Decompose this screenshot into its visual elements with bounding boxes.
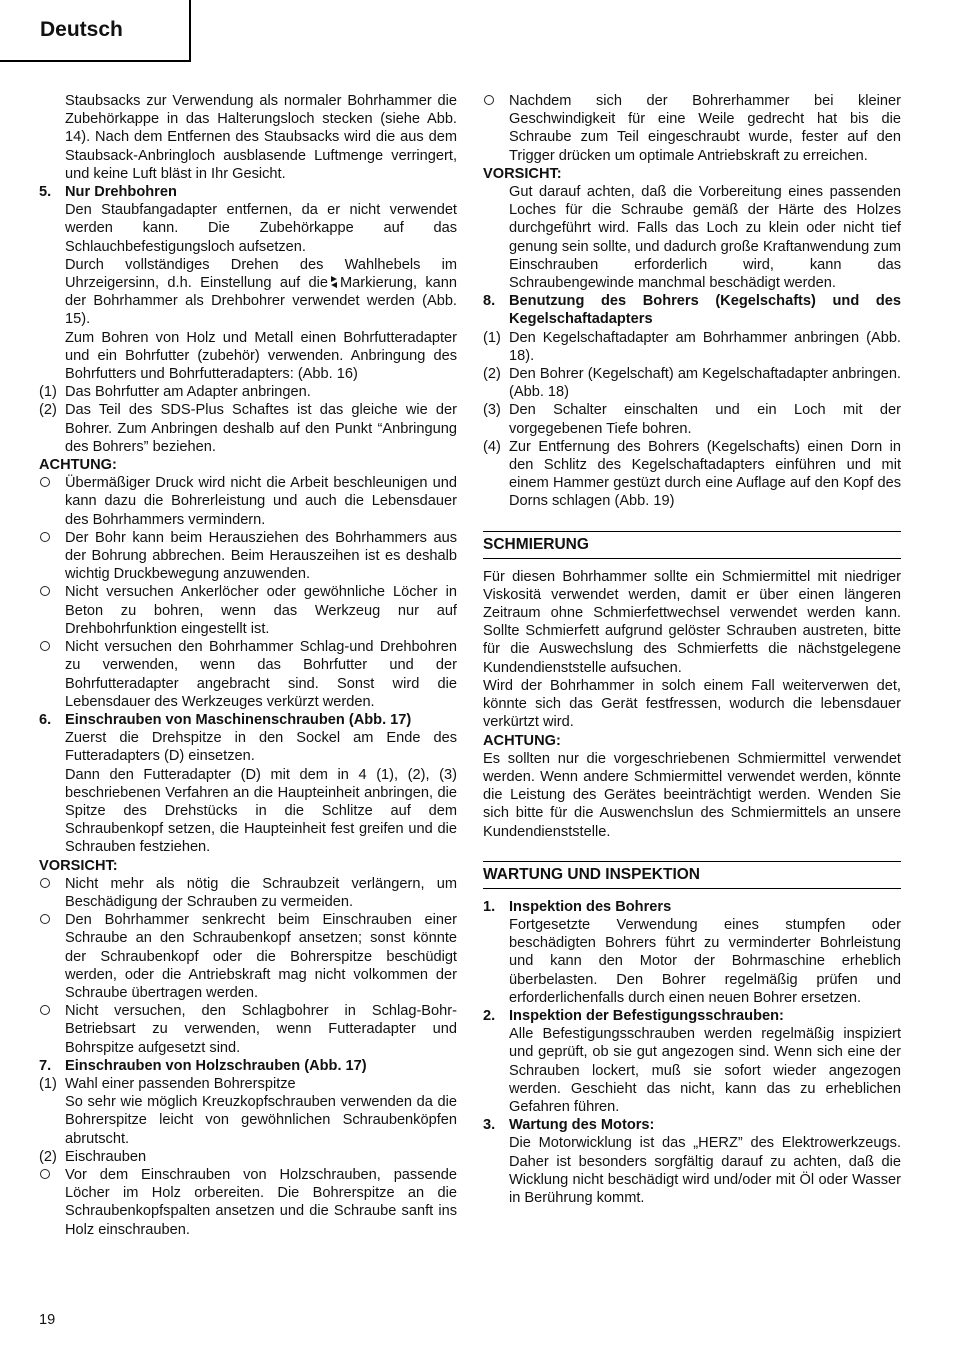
schmierung-section-header <box>483 531 901 559</box>
section-6-paragraph: Dann den Futteradapter (D) mit dem in 4 (1), (2), (3) beschriebenen Verfahren an die Haupteinheit anbringen, die Spitze des Drehstücks in die Schlitze auf dem Schraubenkopf setzen, die Haupteinheit fest greifen und die Schrauben festziehen. <box>65 766 457 856</box>
bullet-item: Den Bohrhammer senkrecht beim Einschrauben einer Schraube an den Schraubenkopf ansetzen; sonst könnte der Schraubenkopf oder die Bohrerspitze beschüdigt werden, oder die Antriebskraft mag nicht volkommen der Schraube übertragen werden. <box>39 911 457 1002</box>
list-item: (1) Den Kegelschaftadapter am Bohrhammer anbringen (Abb. 18). <box>483 329 901 364</box>
wartung-heading: 1. Inspektion des Bohrers <box>483 898 672 915</box>
list-item: (3) Den Schalter einschalten und ein Loch mit der vorgegebenen Tiefe bohren. <box>483 402 901 437</box>
list-item: (1) Das Bohrfutter am Adapter anbringen. <box>39 384 311 401</box>
section-7-heading: 7. Einschrauben von Holzschrauben (Abb. 17) <box>39 1057 367 1074</box>
circle-bullet-icon <box>40 878 50 888</box>
circle-bullet-icon <box>40 914 50 924</box>
schmierung-paragraph: Wird der Bohrhammer in solch einem Fall weiterverwen det, könnte sich das Gerät festfressen, wodurch die lebensdauer verkürtzt wird. <box>483 677 901 731</box>
bullet-item: Nicht versuchen, den Schlagbohrer in Schlag-Bohr-Betriebsart zu verwenden, wenn Futteradapter und Bohrspitze aufgesetzt sind. <box>39 1002 457 1057</box>
circle-bullet-icon <box>40 477 50 487</box>
achtung-label: ACHTUNG: <box>39 457 117 474</box>
list-item: (2) Eischrauben <box>39 1148 147 1165</box>
section-5-paragraph: Den Staubfangadapter entfernen, da er nicht verwendet werden kann. Die Zubehörkappe auf das Schlauchbefestigungsloch aufsetzen. <box>65 202 457 255</box>
wartung-heading: 2. Inspektion der Befestigungsschrauben: <box>483 1007 784 1024</box>
wartung-paragraph: Alle Befestigungsschrauben werden regelmäßig inspiziert und geprüft, ob sie gut angezogen sind. Wenn sich eine der Schrauben lockert, muß sie sofort wieder angezogen werden. Geschieht das nicht, kann das zu erheblichen Gefahren führen. <box>509 1026 901 1115</box>
circle-bullet-icon <box>484 95 494 105</box>
rotation-only-symbol-icon <box>330 276 338 288</box>
bullet-item: Nicht mehr als nötig die Schraubzeit verlängern, um Beschädigung der Schrauben zu vermeiden. <box>39 875 457 911</box>
bullet-item: Nachdem sich der Bohrerhammer bei kleiner Geschwindigkeit für eine Weile gedrecht hat bis die Schraube zum Teil eingeschraubt wurde, fester auf den Trigger drücken um optimale Antriebskraft zu erreichen. <box>483 92 901 165</box>
circle-bullet-icon <box>40 1169 50 1179</box>
intro-paragraph: Staubsacks zur Verwendung als normaler Bohrhammer die Zubehörkappe in das Halterungsloch stecken (siehe Abb. 14). Nach dem Entfernen des Staubsacks wird die aus dem Staubsack-Anbringloch ausblasende Luftmenge verringert, und keine Luft bläst in Ihr Gesicht. <box>65 93 457 182</box>
circle-bullet-icon <box>40 1005 50 1015</box>
page-number: 19 <box>39 1312 56 1328</box>
bullet-item: Der Bohr kann beim Herausziehen des Bohrhammers aus der Bohrung abbrechen. Beim Herauszeihen ist es deshalb wichtig Druckbewegung anzuwenden. <box>39 529 457 584</box>
vorsicht-label: VORSICHT: <box>483 165 562 182</box>
wartung-paragraph: Die Motorwicklung ist das „HERZ” des Elektrowerkzeugs. Daher ist besonders sorgfältig darauf zu achten, daß die Wicklung nicht beschädigt wird und/oder mit Öl oder Wasser in Berührung kommt. <box>509 1135 901 1206</box>
wartung-paragraph: Fortgesetzte Verwendung eines stumpfen oder beschädigten Bohrers führt zu verminderter Bohrleistung und kann den Motor der Bohrmaschine erheblich überbelasten. Den Bohrer regelmäßig prüfen und erforderlichenfalls durch einen neuen Bohrer ersetzen. <box>509 916 901 1006</box>
right-column <box>483 92 901 1207</box>
section-8-heading: 8. Benutzung des Bohrers (Kegelschafts) und des Kegelschaftadapters <box>483 293 901 328</box>
section-5-chuck-paragraph: Zum Bohren von Holz und Metall einen Bohrfutteradapter und ein Bohrfutter (zubehör) verwenden. Anbringung des Bohrfutters und Bohrfutteradapters: (Abb. 16) <box>65 329 457 383</box>
section-7-paragraph: So sehr wie möglich Kreuzkopfschrauben verwenden da die Bohrerspitze leicht von gewöhnlichen Schraubenköpfen abrutscht. <box>65 1094 457 1147</box>
vorsicht-label: VORSICHT: <box>39 857 118 874</box>
language-label: Deutsch <box>40 18 123 41</box>
achtung-label: ACHTUNG: <box>483 732 561 749</box>
list-item: (4) Zur Entfernung des Bohrers (Kegelschafts) einen Dorn in den Schlitz des Kegelschaftadapters einführen und mit einem Hammer gestüzt durch eine Auflage auf den Kopf des Dorns schlagen (Abb. 19) <box>483 438 901 510</box>
wartung-heading: 3. Wartung des Motors: <box>483 1117 655 1134</box>
bullet-item: Übermäßiger Druck wird nicht die Arbeit beschleunigen und kann dazu die Bohrerleistung und auch die Lebensdauer des Bohrhammers vermindern. <box>39 474 457 529</box>
section-6-heading: 6. Einschrauben von Maschinenschrauben (Abb. 17) <box>39 711 412 728</box>
schmierung-paragraph: Es sollten nur die vorgeschriebenen Schmiermittel verwendet werden. Wenn andere Schmiermittel verwendet werden, könnte die Leistung des Gerätes beeinträchtigt werden. Wenden Sie sich bitte für die Auswenchslun des Schmiermittels an unsere Kundendienststelle. <box>483 750 901 840</box>
bullet-item: Nicht versuchen Ankerlöcher oder gewöhnliche Löcher in Beton zu bohren, wenn das Werkzeug nur auf Drehbohrfunktion eingestellt ist. <box>39 583 457 638</box>
circle-bullet-icon <box>40 532 50 542</box>
list-item: (2) Das Teil des SDS-Plus Schaftes ist das gleiche wie der Bohrer. Zum Anbringen deshalb auf den Punkt “Anbringung des Bohrers” beziehen. <box>39 402 457 455</box>
wartung-title: WARTUNG UND INSPEKTION <box>483 865 700 883</box>
wartung-section-header <box>483 861 901 889</box>
circle-bullet-icon <box>40 641 50 651</box>
list-item: (2) Den Bohrer (Kegelschaft) am Kegelschaftadapter anbringen. (Abb. 18) <box>483 366 901 401</box>
section-5-heading: 5. Nur Drehbohren <box>39 184 177 201</box>
section-6-paragraph: Zuerst die Drehspitze in den Sockel am Ende des Futteradapters (D) einsetzen. <box>65 730 457 765</box>
vorsicht-paragraph: Gut darauf achten, daß die Vorbereitung eines passenden Loches für die Schraube gemäß der Härte des Holzes durchgeführt wird. Falls das Loch zu klein oder nicht tief genung sein sollte, und dadurch große Kraftanwendung zum Einschrauben erforderlich wird, kann das Schraubengewinde manchmal beschädigt werden. <box>509 184 901 292</box>
bullet-item: Vor dem Einschrauben von Holzschrauben, passende Löcher im Holz orbereiten. Die Bohrerspitze an die Schraubenkopfspalten ansetzen und die Schraube sanft ins Holz einschrauben. <box>39 1166 457 1239</box>
language-tab <box>0 0 191 62</box>
list-item: (1) Wahl einer passenden Bohrerspitze <box>39 1075 296 1092</box>
section-5-selector-paragraph: Durch vollständiges Drehen des Wahlhebels im Uhrzeigersinn, d.h. Einstellung auf die Markierung, kann der Bohrhammer als Drehbohrer verwendet werden (Abb. 15). <box>65 256 457 328</box>
bullet-item: Nicht versuchen den Bohrhammer Schlag-und Drehbohren zu verwenden, wenn das Bohrfutter und der Bohrfutteradapter angebracht sind. Sonst wird die Lebensdauer des Werkzeuges verkürzt werden. <box>39 638 457 711</box>
circle-bullet-icon <box>40 586 50 596</box>
left-column <box>39 92 457 1239</box>
schmierung-paragraph: Für diesen Bohrhammer sollte ein Schmiermittel mit niedriger Viskositä verwendet werden, damit er über einen längeren Zeitraum ohne Schmierfettwechsel verwendet werden kann. Sollte Schmierfett aufgrund gelöster Schrauben austreten, bitte für die Auswechslung des Schmierfetts die nächstgelegene Kundendienststelle aufsuchen. <box>483 568 901 676</box>
schmierung-title: SCHMIERUNG <box>483 535 589 553</box>
